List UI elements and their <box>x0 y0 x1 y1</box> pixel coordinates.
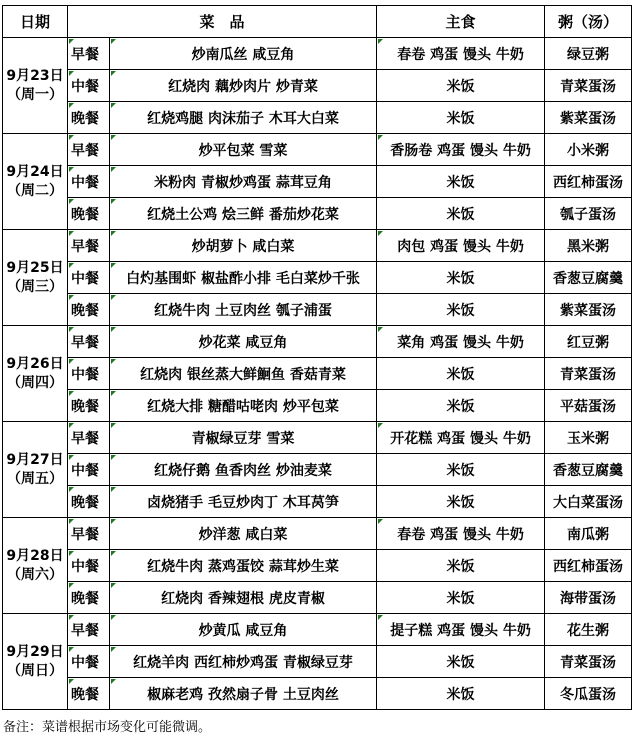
meal-dishes: 红烧肉 香辣翅根 虎皮青椒 <box>110 582 377 614</box>
meal-staple: 米饭 <box>377 198 545 230</box>
meal-name: 早餐 <box>68 326 110 358</box>
day-date: 9月25日 <box>6 259 64 276</box>
meal-dishes: 卤烧猪手 毛豆炒肉丁 木耳莴笋 <box>110 486 377 518</box>
meal-dishes: 红烧仔鹅 鱼香肉丝 炒油麦菜 <box>110 454 377 486</box>
meal-name: 早餐 <box>68 38 110 70</box>
header-soup: 粥（汤） <box>545 6 632 38</box>
meal-soup: 冬瓜蛋汤 <box>545 678 632 710</box>
meal-dishes: 椒麻老鸡 孜然扇子骨 土豆肉丝 <box>110 678 377 710</box>
menu-body <box>3 38 632 710</box>
day-date: 9月29日 <box>6 643 64 660</box>
meal-soup: 南瓜粥 <box>545 518 632 550</box>
meal-staple: 米饭 <box>377 550 545 582</box>
meal-soup: 玉米粥 <box>545 422 632 454</box>
meal-name: 早餐 <box>68 518 110 550</box>
meal-soup: 紫菜蛋汤 <box>545 102 632 134</box>
day-date-cell <box>3 518 68 614</box>
meal-staple: 米饭 <box>377 454 545 486</box>
meal-dishes: 红烧鸡腿 肉沫茄子 木耳大白菜 <box>110 102 377 134</box>
meal-staple: 米饭 <box>377 390 545 422</box>
meal-name: 中餐 <box>68 454 110 486</box>
meal-name: 早餐 <box>68 230 110 262</box>
meal-staple: 米饭 <box>377 646 545 678</box>
day-weekday: （周二） <box>7 182 63 199</box>
meal-soup: 大白菜蛋汤 <box>545 486 632 518</box>
meal-staple: 春卷 鸡蛋 馒头 牛奶 <box>377 518 545 550</box>
menu-row <box>3 70 632 102</box>
day-date: 9月26日 <box>6 355 64 372</box>
meal-dishes: 炒平包菜 雪菜 <box>110 134 377 166</box>
meal-staple: 开花糕 鸡蛋 馒头 牛奶 <box>377 422 545 454</box>
meal-dishes: 炒南瓜丝 咸豆角 <box>110 38 377 70</box>
meal-staple: 米饭 <box>377 102 545 134</box>
meal-staple: 香肠卷 鸡蛋 馒头 牛奶 <box>377 134 545 166</box>
menu-row <box>3 518 632 550</box>
meal-dishes: 红烧牛肉 土豆肉丝 瓠子浦蛋 <box>110 294 377 326</box>
meal-name: 晚餐 <box>68 294 110 326</box>
meal-name: 中餐 <box>68 358 110 390</box>
meal-name: 晚餐 <box>68 678 110 710</box>
meal-soup: 西红柿蛋汤 <box>545 550 632 582</box>
day-weekday: （周三） <box>7 278 63 295</box>
meal-dishes: 白灼基围虾 椒盐酢小排 毛白菜炒千张 <box>110 262 377 294</box>
meal-staple: 春卷 鸡蛋 馒头 牛奶 <box>377 38 545 70</box>
meal-dishes: 红烧羊肉 西红柿炒鸡蛋 青椒绿豆芽 <box>110 646 377 678</box>
meal-staple: 米饭 <box>377 294 545 326</box>
menu-row <box>3 134 632 166</box>
meal-soup: 瓠子蛋汤 <box>545 198 632 230</box>
meal-soup: 平菇蛋汤 <box>545 390 632 422</box>
menu-row <box>3 262 632 294</box>
meal-dishes: 红烧肉 银丝蒸大鲜鮰鱼 香菇青菜 <box>110 358 377 390</box>
meal-dishes: 炒胡萝卜 咸白菜 <box>110 230 377 262</box>
meal-name: 中餐 <box>68 70 110 102</box>
menu-row <box>3 646 632 678</box>
meal-staple: 米饭 <box>377 486 545 518</box>
meal-dishes: 炒黄瓜 咸豆角 <box>110 614 377 646</box>
meal-name: 早餐 <box>68 134 110 166</box>
meal-soup: 西红柿蛋汤 <box>545 166 632 198</box>
menu-row <box>3 230 632 262</box>
day-date-cell <box>3 422 68 518</box>
day-date: 9月24日 <box>6 163 64 180</box>
meal-soup: 黑米粥 <box>545 230 632 262</box>
day-weekday: （周六） <box>7 566 63 583</box>
header-date: 日期 <box>3 6 68 38</box>
meal-dishes: 炒花菜 咸豆角 <box>110 326 377 358</box>
menu-row <box>3 614 632 646</box>
menu-row <box>3 198 632 230</box>
meal-soup: 小米粥 <box>545 134 632 166</box>
day-weekday: （周一） <box>7 86 63 103</box>
day-date: 9月28日 <box>6 547 64 564</box>
menu-row <box>3 38 632 70</box>
meal-staple: 米饭 <box>377 70 545 102</box>
meal-staple: 米饭 <box>377 582 545 614</box>
meal-soup: 海带蛋汤 <box>545 582 632 614</box>
meal-dishes: 红烧大排 糖醋咕咾肉 炒平包菜 <box>110 390 377 422</box>
meal-staple: 米饭 <box>377 166 545 198</box>
meal-name: 晚餐 <box>68 198 110 230</box>
menu-row <box>3 550 632 582</box>
meal-soup: 香葱豆腐羹 <box>545 262 632 294</box>
footnote: 备注：菜谱根据市场变化可能微调。 <box>3 720 212 735</box>
meal-staple: 米饭 <box>377 358 545 390</box>
meal-soup: 绿豆粥 <box>545 38 632 70</box>
meal-soup: 花生粥 <box>545 614 632 646</box>
meal-name: 中餐 <box>68 646 110 678</box>
meal-staple: 米饭 <box>377 262 545 294</box>
day-date: 9月27日 <box>6 451 64 468</box>
menu-table <box>2 5 632 710</box>
menu-row <box>3 390 632 422</box>
menu-row <box>3 358 632 390</box>
day-weekday: （周四） <box>7 374 63 391</box>
meal-soup: 香葱豆腐羹 <box>545 454 632 486</box>
header-staple: 主食 <box>377 6 545 38</box>
menu-row <box>3 454 632 486</box>
menu-row <box>3 326 632 358</box>
meal-soup: 青菜蛋汤 <box>545 70 632 102</box>
meal-staple: 菜角 鸡蛋 馒头 牛奶 <box>377 326 545 358</box>
meal-name: 晚餐 <box>68 102 110 134</box>
meal-dishes: 炒洋葱 咸白菜 <box>110 518 377 550</box>
menu-row <box>3 102 632 134</box>
meal-dishes: 红烧牛肉 蒸鸡蛋饺 蒜茸炒生菜 <box>110 550 377 582</box>
menu-row <box>3 294 632 326</box>
header-dishes: 菜 品 <box>68 6 377 38</box>
meal-name: 早餐 <box>68 614 110 646</box>
meal-dishes: 青椒绿豆芽 雪菜 <box>110 422 377 454</box>
day-date-cell <box>3 230 68 326</box>
day-date-cell <box>3 326 68 422</box>
meal-soup: 紫菜蛋汤 <box>545 294 632 326</box>
menu-row <box>3 678 632 710</box>
meal-soup: 红豆粥 <box>545 326 632 358</box>
meal-soup: 青菜蛋汤 <box>545 646 632 678</box>
menu-row <box>3 582 632 614</box>
meal-name: 早餐 <box>68 422 110 454</box>
meal-staple: 肉包 鸡蛋 馒头 牛奶 <box>377 230 545 262</box>
meal-name: 中餐 <box>68 166 110 198</box>
day-date: 9月23日 <box>6 67 64 84</box>
menu-row <box>3 422 632 454</box>
meal-name: 晚餐 <box>68 582 110 614</box>
day-date-cell <box>3 38 68 134</box>
meal-name: 晚餐 <box>68 486 110 518</box>
header-row <box>3 6 632 38</box>
meal-staple: 提子糕 鸡蛋 馒头 牛奶 <box>377 614 545 646</box>
day-weekday: （周五） <box>7 470 63 487</box>
meal-dishes: 红烧肉 藕炒肉片 炒青菜 <box>110 70 377 102</box>
meal-soup: 青菜蛋汤 <box>545 358 632 390</box>
meal-name: 中餐 <box>68 262 110 294</box>
day-date-cell <box>3 134 68 230</box>
day-weekday: （周日） <box>7 662 63 679</box>
meal-name: 中餐 <box>68 550 110 582</box>
meal-dishes: 红烧土公鸡 烩三鲜 番茄炒花菜 <box>110 198 377 230</box>
menu-row <box>3 166 632 198</box>
day-date-cell <box>3 614 68 710</box>
meal-name: 晚餐 <box>68 390 110 422</box>
menu-row <box>3 486 632 518</box>
meal-dishes: 米粉肉 青椒炒鸡蛋 蒜茸豆角 <box>110 166 377 198</box>
meal-staple: 米饭 <box>377 678 545 710</box>
